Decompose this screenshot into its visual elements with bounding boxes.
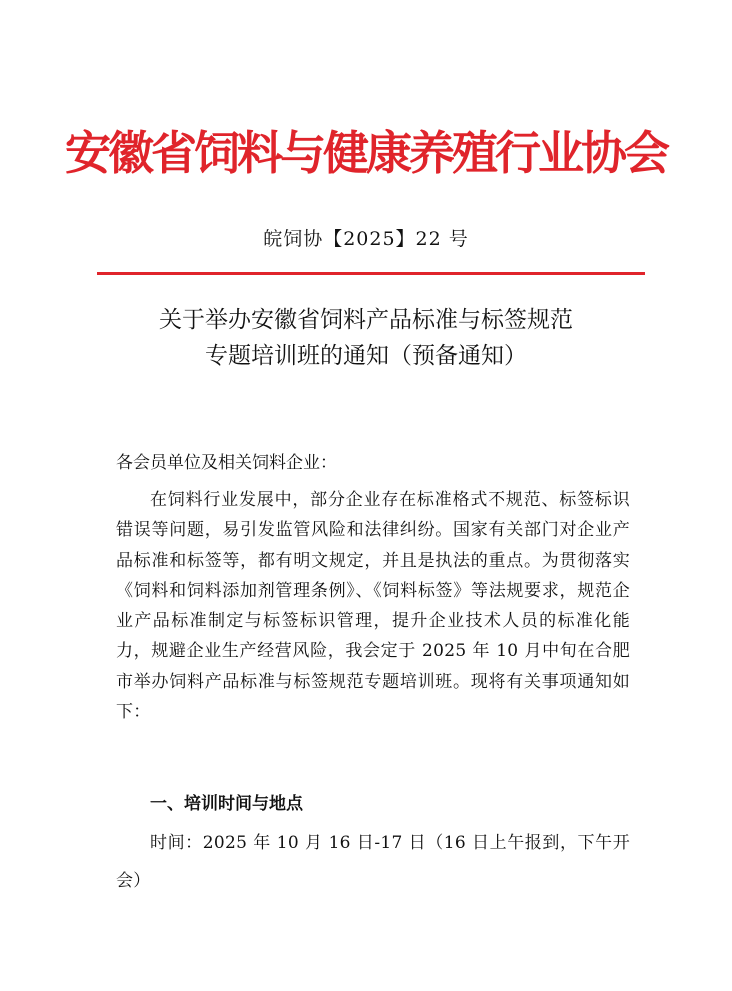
intro-paragraph: 在饲料行业发展中，部分企业存在标准格式不规范、标签标识错误等问题，易引发监管风险和法律纠纷。国家有关部门对企业产品标准和标签等，都有明文规定，并且是执法的重点。为贯彻落实《饲料和饲料添加剂管理条例》、《饲料标签》等法规要求，规范企业产品标准制定与标签标识管理，提升企业技术人员的标准化能力，规避企业生产经营风险，我会定于 2025 年 10 月中旬在合肥市举办饲料产品标准与标签规范专题培训班。现将有关事项通知如下： <box>116 490 630 723</box>
notice-title-line-2: 专题培训班的通知（预备通知） <box>205 343 527 369</box>
red-divider-line <box>97 272 645 275</box>
time-paragraph: 时间：2025 年 10 月 16 日-17 日（16 日上午报到，下午开会） <box>116 833 630 891</box>
organization-name-header: 安徽省饲料与健康养殖行业协会 <box>65 126 667 180</box>
document-number: 皖饲协【2025】22 号 <box>263 228 469 250</box>
notice-title <box>60 302 672 374</box>
section-heading-time-and-place: 一、培训时间与地点 <box>150 794 303 814</box>
salutation: 各会员单位及相关饲料企业： <box>116 453 337 473</box>
notice-title-line-1: 关于举办安徽省饲料产品标准与标签规范 <box>159 307 573 333</box>
